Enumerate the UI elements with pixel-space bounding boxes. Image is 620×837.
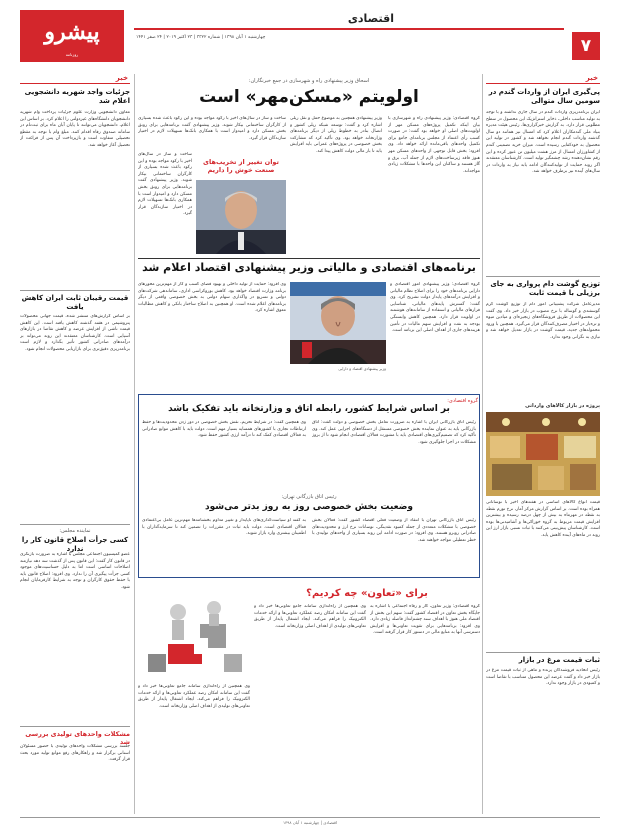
lead-subhead: توان تغییر از تخریب‌های صنعت خوش را داریم xyxy=(203,158,279,175)
divider xyxy=(486,276,600,277)
border-story-headline: بر اساس شرایط کشور، رابطه اتاق و وزارتخانه باید تفکیک باشد xyxy=(168,404,450,414)
private-story-kicker: رئیس اتاق بازرگانی تهران: xyxy=(281,494,337,500)
lead-body-mid: وزیر پیشنهادی همچنین به موضوع حمل و نقل ریلی اشاره کرد و گفت: توسعه شبکه ریلی کشور و اتصال بنادر به خطوط ریلی از دیگر برنامه‌های وزارتخانه خواهد بود. وی تأکید کرد که مشارکت بخش خصوصی در پروژه‌های عمرانی باید افزایش یابد تا بار مالی دولت کاهش پیدا کند. xyxy=(290,116,382,154)
divider xyxy=(20,524,130,525)
page-number: ۷ xyxy=(572,32,600,60)
coop-body-left: وی همچنین از راه‌اندازی سامانه جامع تعاونی‌ها خبر داد و گفت این سامانه امکان رصد عملکرد تعاونی‌ها و ارائه خدمات الکترونیک را فراهم می‌کند. ایجاد اشتغال پایدار از طریق تعاونی‌های تولیدی از اهداف اصلی وزارتخانه است. xyxy=(254,604,366,629)
left-story1-body: معاون دانشجویی وزارت علوم جزئیات پرداخت وام شهریه دانشجویان دانشگاه‌های غیردولتی را اعلام کرد. بر اساس این اعلام، دانشجویان می‌توانند تا پایان آبان ماه برای ثبت‌نام در سامانه صندوق رفاه اقدام کنند. مبلغ وام با توجه به مقطع تحصیلی متفاوت است و بازپرداخت آن پس از فراغت از تحصیل آغاز خواهد شد. xyxy=(20,110,130,148)
left-story3-body: عضو کمیسیون اجتماعی مجلس با اشاره به ضرورت بازنگری در قانون کار گفت: این قانون پس از گذشت سه دهه نیازمند اصلاحات اساسی است اما به دلیل حساسیت‌های موجود کسی جرأت پیگیری آن را ندارد. وی افزود: اصلاح قانون باید با حفظ حقوق کارگران و توجه به شرایط کارفرمایان انجام شود. xyxy=(20,552,130,590)
lead-body-left: ساخت و ساز در سال‌های اخیر با رکود مواجه بوده و این رکود باعث شده بسیاری از کارگران ساختمانی بیکار شوند. وزیر پیشنهادی گفت برنامه‌هایی برای رونق بخش مسکن دارد و امیدوار است با همکاری بانک‌ها تسهیلات لازم در اختیار سازندگان قرار گیرد. xyxy=(138,152,192,217)
left-story4-title: مشکلات واحدهای تولیدی بررسی شد xyxy=(25,730,130,747)
column-divider xyxy=(482,74,483,814)
page-footer: اقتصادی | چهارشنبه ۱ آبان ۱۳۹۸ xyxy=(20,817,600,827)
feature-body-left: وی افزود: حمایت از تولید داخلی و بهبود فضای کسب و کار از مهم‌ترین محورهای برنامه وزارت اقتصاد خواهد بود. کاهش بوروکراسی اداری، ساماندهی شرکت‌های دولتی و تسریع در واگذاری سهام دولتی به بخش خصوصی واقعی از دیگر برنامه‌های اعلام شده است. او همچنین به اصلاح ساختار بانکی و کاهش مطالبات معوق اشاره کرد. xyxy=(138,282,286,314)
section-title: اقتصادی xyxy=(347,12,394,25)
private-story-headline: وضعیت بخش خصوصی روز به روز بدتر می‌شود xyxy=(205,502,413,512)
right-story3-body: قیمت انواع کالاهای اساسی در هفته‌های اخیر با نوساناتی همراه بوده است. بر اساس گزارش مرکز آمار، نرخ تورم نقطه به نقطه در مهرماه به بیش از چهل درصد رسیده و بیشترین افزایش قیمت مربوط به گروه خوراکی‌ها و آشامیدنی‌ها بوده است. کارشناسان پیش‌بینی می‌کنند با ثبات نسبی بازار ارز این روند در ماه‌های آینده کاهش یابد. xyxy=(486,500,600,538)
puzzle-illustration xyxy=(138,584,250,680)
border-story-kicker: گروه اقتصادی: xyxy=(447,398,478,404)
feature-portrait-photo xyxy=(290,282,386,364)
right-story1-body: ایران برنامه‌ریزی واردات گندم در سال جاری نداشته و با توجه به تولید مناسب داخلی، ذخایر استراتژیک این محصول در سطح مطلوبی قرار دارد. به گزارش خبرگزاری‌ها، رئیس هیئت مدیره بنیاد ملی گندمکاران اعلام کرد که امسال نیز همانند دو سال گذشته واردات گندم انجام نخواهد شد و کشور در تولید این محصول به خودکفایی رسیده است. میزان خرید تضمینی گندم از کشاورزان امسال از مرز هشت میلیون تن عبور کرده و این رقم نشان‌دهنده رشد چشمگیر تولید است. کارشناسان معتقدند اگر روند حمایت از تولیدکنندگان ادامه یابد نیاز به واردات در سال‌های آینده نیز برطرف خواهد شد. xyxy=(486,110,600,175)
lead-portrait-photo xyxy=(196,180,286,254)
lead-headline: اولویتم «مسکن‌مهر» است xyxy=(199,87,419,107)
column-divider xyxy=(134,74,135,814)
coop-body-extra: وی همچنین از راه‌اندازی سامانه جامع تعاونی‌ها خبر داد و گفت این سامانه امکان رصد عملکرد تعاونی‌ها و ارائه خدمات الکترونیک را فراهم می‌کند. ایجاد اشتغال پایدار از طریق تعاونی‌های تولیدی از اهداف اصلی وزارتخانه است. xyxy=(138,684,250,709)
lead-body-right: گروه اقتصادی: وزیر پیشنهادی راه و شهرسازی با بیان اینکه تکمیل پروژه‌های مسکن مهر از اولویت‌های اصلی او خواهد بود گفت: در صورت کسب رأی اعتماد از مجلس برنامه‌ای جامع برای تکمیل واحدهای باقی‌مانده ارائه خواهد داد. وی افزود: بخش قابل توجهی از واحدهای مسکن مهر هنوز فاقد زیرساخت‌های لازم از جمله آب، برق و گاز هستند و ساکنان این واحدها با مشکلات زیادی مواجه‌اند. xyxy=(388,116,480,174)
border-story-body-left: وی همچنین گفت: در شرایط تحریم، نقش بخش خصوصی در دور زدن محدودیت‌ها و حفظ ارتباطات تجاری با کشورهای همسایه بسیار مهم است. دولت باید با کاهش موانع صادراتی به فعالان اقتصادی کمک کند تا درآمد ارزی کشور حفظ شود. xyxy=(142,420,306,439)
logo-subtitle: روزنامه xyxy=(65,52,79,57)
right-story2-title: توزیع گوشت دام پرواری به جای برزیلی با قیمت ثابت xyxy=(490,280,600,297)
market-photo xyxy=(486,412,600,496)
right-story4-body: رئیس اتحادیه فروشندگان پرنده و ماهی از ثبات قیمت مرغ در بازار خبر داد و گفت عرضه این محصول متناسب با تقاضا است و کمبودی در بازار وجود ندارد. xyxy=(486,668,600,687)
left-story3-title: کسی جرأت اصلاح قانون کار را ندارد xyxy=(21,536,129,553)
coop-body-right: گروه اقتصادی: وزیر تعاون، کار و رفاه اجتماعی با اشاره به جایگاه بخش تعاون در اقتصاد کشور گفت: سهم این بخش از اقتصاد ملی هنوز با اهداف سند چشم‌انداز فاصله زیادی دارد. وی افزود: برنامه‌هایی برای تقویت تعاونی‌ها و افزایش دسترسی آنها به منابع مالی در دستور کار قرار گرفته است. xyxy=(370,604,480,636)
left-column-label-text: خبر xyxy=(115,74,128,82)
right-story1-title: پی‌گیری ایران از واردات گندم در سومین سال متوالی xyxy=(488,88,600,105)
lead-body-top: ساخت و ساز در سال‌های اخیر با رکود مواجه بوده و این رکود باعث شده بسیاری از کارگران ساختمانی بیکار شوند. وزیر پیشنهادی گفت برنامه‌هایی برای رونق بخش مسکن دارد و امیدوار است با همکاری بانک‌ها تسهیلات لازم در اختیار سازندگان قرار گیرد. xyxy=(138,116,286,141)
divider xyxy=(486,652,600,653)
divider xyxy=(20,290,130,291)
private-story-body-right: رئیس اتاق بازرگانی تهران با انتقاد از وضعیت فعلی اقتصاد کشور گفت: فعالان بخش خصوصی با مشکلات متعددی از جمله کمبود نقدینگی، نوسانات نرخ ارز و محدودیت‌های صادراتی روبرو هستند. وی افزود: در صورت ادامه این روند بسیاری از واحدهای تولیدی با خطر تعطیلی مواجه خواهند شد. xyxy=(312,518,476,543)
right-story2-body: مدیرعامل شرکت پشتیبانی امور دام از توزیع گوشت گرم گوسفندی و گوساله با نرخ مصوب در بازار خبر داد. وی گفت این محصولات از طریق فروشگاه‌های زنجیره‌ای و میادین میوه و تره‌بار در اختیار مصرف‌کنندگان قرار می‌گیرد. همچنین با ورود محموله‌های جدید، قیمت گوشت در بازار تعدیل خواهد شد و نیازی به نگرانی وجود ندارد. xyxy=(486,302,600,340)
lead-kicker: اسحاق وزیر پیشنهادی راه و شهرسازی در جمع خبرنگاران: xyxy=(248,78,370,84)
left-story4-body: جلسه بررسی مشکلات واحدهای تولیدی با حضور مسئولان استانی برگزار شد و راهکارهای رفع موانع تولید مورد بحث قرار گرفت. xyxy=(20,744,130,763)
border-story-body-right: رئیس اتاق بازرگانی ایران با اشاره به ضرورت تعامل بخش خصوصی و دولت گفت: اتاق بازرگانی باید به عنوان نماینده بخش خصوصی مستقل از دستگاه‌های اجرایی عمل کند. وی تأکید کرد که تصمیم‌گیری‌های اقتصادی باید با مشورت فعالان اقتصادی انجام شود تا از بروز مشکلات در اجرا جلوگیری شود. xyxy=(312,420,476,445)
masthead xyxy=(20,8,600,70)
divider xyxy=(138,258,480,259)
right-column-label-text: خبر xyxy=(585,74,598,82)
right-column-label xyxy=(486,74,600,84)
issue-line: چهارشنبه ۱ آبان ۱۳۹۸ | شماره ۳۳۲۲ | ۲۳ اکتبر ۲۰۱۹ | ۲۴ صفر ۱۴۴۱ xyxy=(136,35,266,40)
right-photo-caption: پروژه در بازار کالاهای وارداتی xyxy=(525,403,600,409)
left-column-label xyxy=(20,74,130,84)
left-story3-kicker: نماینده مجلس: xyxy=(59,528,91,534)
feature-body-right: گروه اقتصادی: وزیر پیشنهادی امور اقتصادی و دارایی برنامه‌های خود را برای اصلاح نظام مالیاتی و افزایش درآمدهای پایدار دولت تشریح کرد. وی گفت: گسترش پایه‌های مالیاتی، شناسایی فرارهای مالیاتی و استفاده از سامانه‌های هوشمند در اولویت قرار دارد. همچنین کاهش وابستگی بودجه به نفت و افزایش سهم مالیات در تأمین هزینه‌های جاری از اهداف اصلی این برنامه است. xyxy=(390,282,480,334)
left-story2-title: قیمت رقیبان ثابت ایران کاهش یافت xyxy=(21,294,129,311)
coop-headline: برای «تعاون» چه کردیم؟ xyxy=(306,588,428,599)
left-story1-title: جزئیات واجد شهریه دانشجویی اعلام شد xyxy=(24,88,130,105)
right-story4-title: ثبات قیمت مرغ در بازار xyxy=(518,656,600,664)
feature-photo-caption: وزیر پیشنهادی اقتصاد و دارایی xyxy=(338,366,386,371)
private-story-body-left: به گفته او سیاست‌گذاری‌های ناپایدار و تغییر مداوم بخشنامه‌ها مهم‌ترین عامل بی‌اعتمادی فعالان اقتصادی است. دولت باید ثبات در مقررات را تضمین کند تا سرمایه‌گذاران با اطمینان بیشتری وارد بازار شوند. xyxy=(142,518,306,537)
feature-headline: برنامه‌های اقتصادی و مالیاتی وزیر پیشنهادی اقتصاد اعلام شد xyxy=(142,261,476,274)
divider xyxy=(20,726,130,727)
newspaper-logo: پیشرو xyxy=(20,10,124,62)
section-bar xyxy=(134,10,564,30)
left-story2-body: بر اساس گزارش‌های منتشر شده، قیمت جهانی محصولات پتروشیمی در هفته گذشته کاهش یافته است. این کاهش قیمت ناشی از افزایش عرضه و کاهش تقاضا در بازارهای آسیایی است. کارشناسان معتقدند این روند می‌تواند بر درآمدهای صادراتی کشور تأثیر بگذارد و لازم است برنامه‌ریزی دقیق‌تری برای بازاریابی محصولات انجام شود. xyxy=(20,314,130,352)
